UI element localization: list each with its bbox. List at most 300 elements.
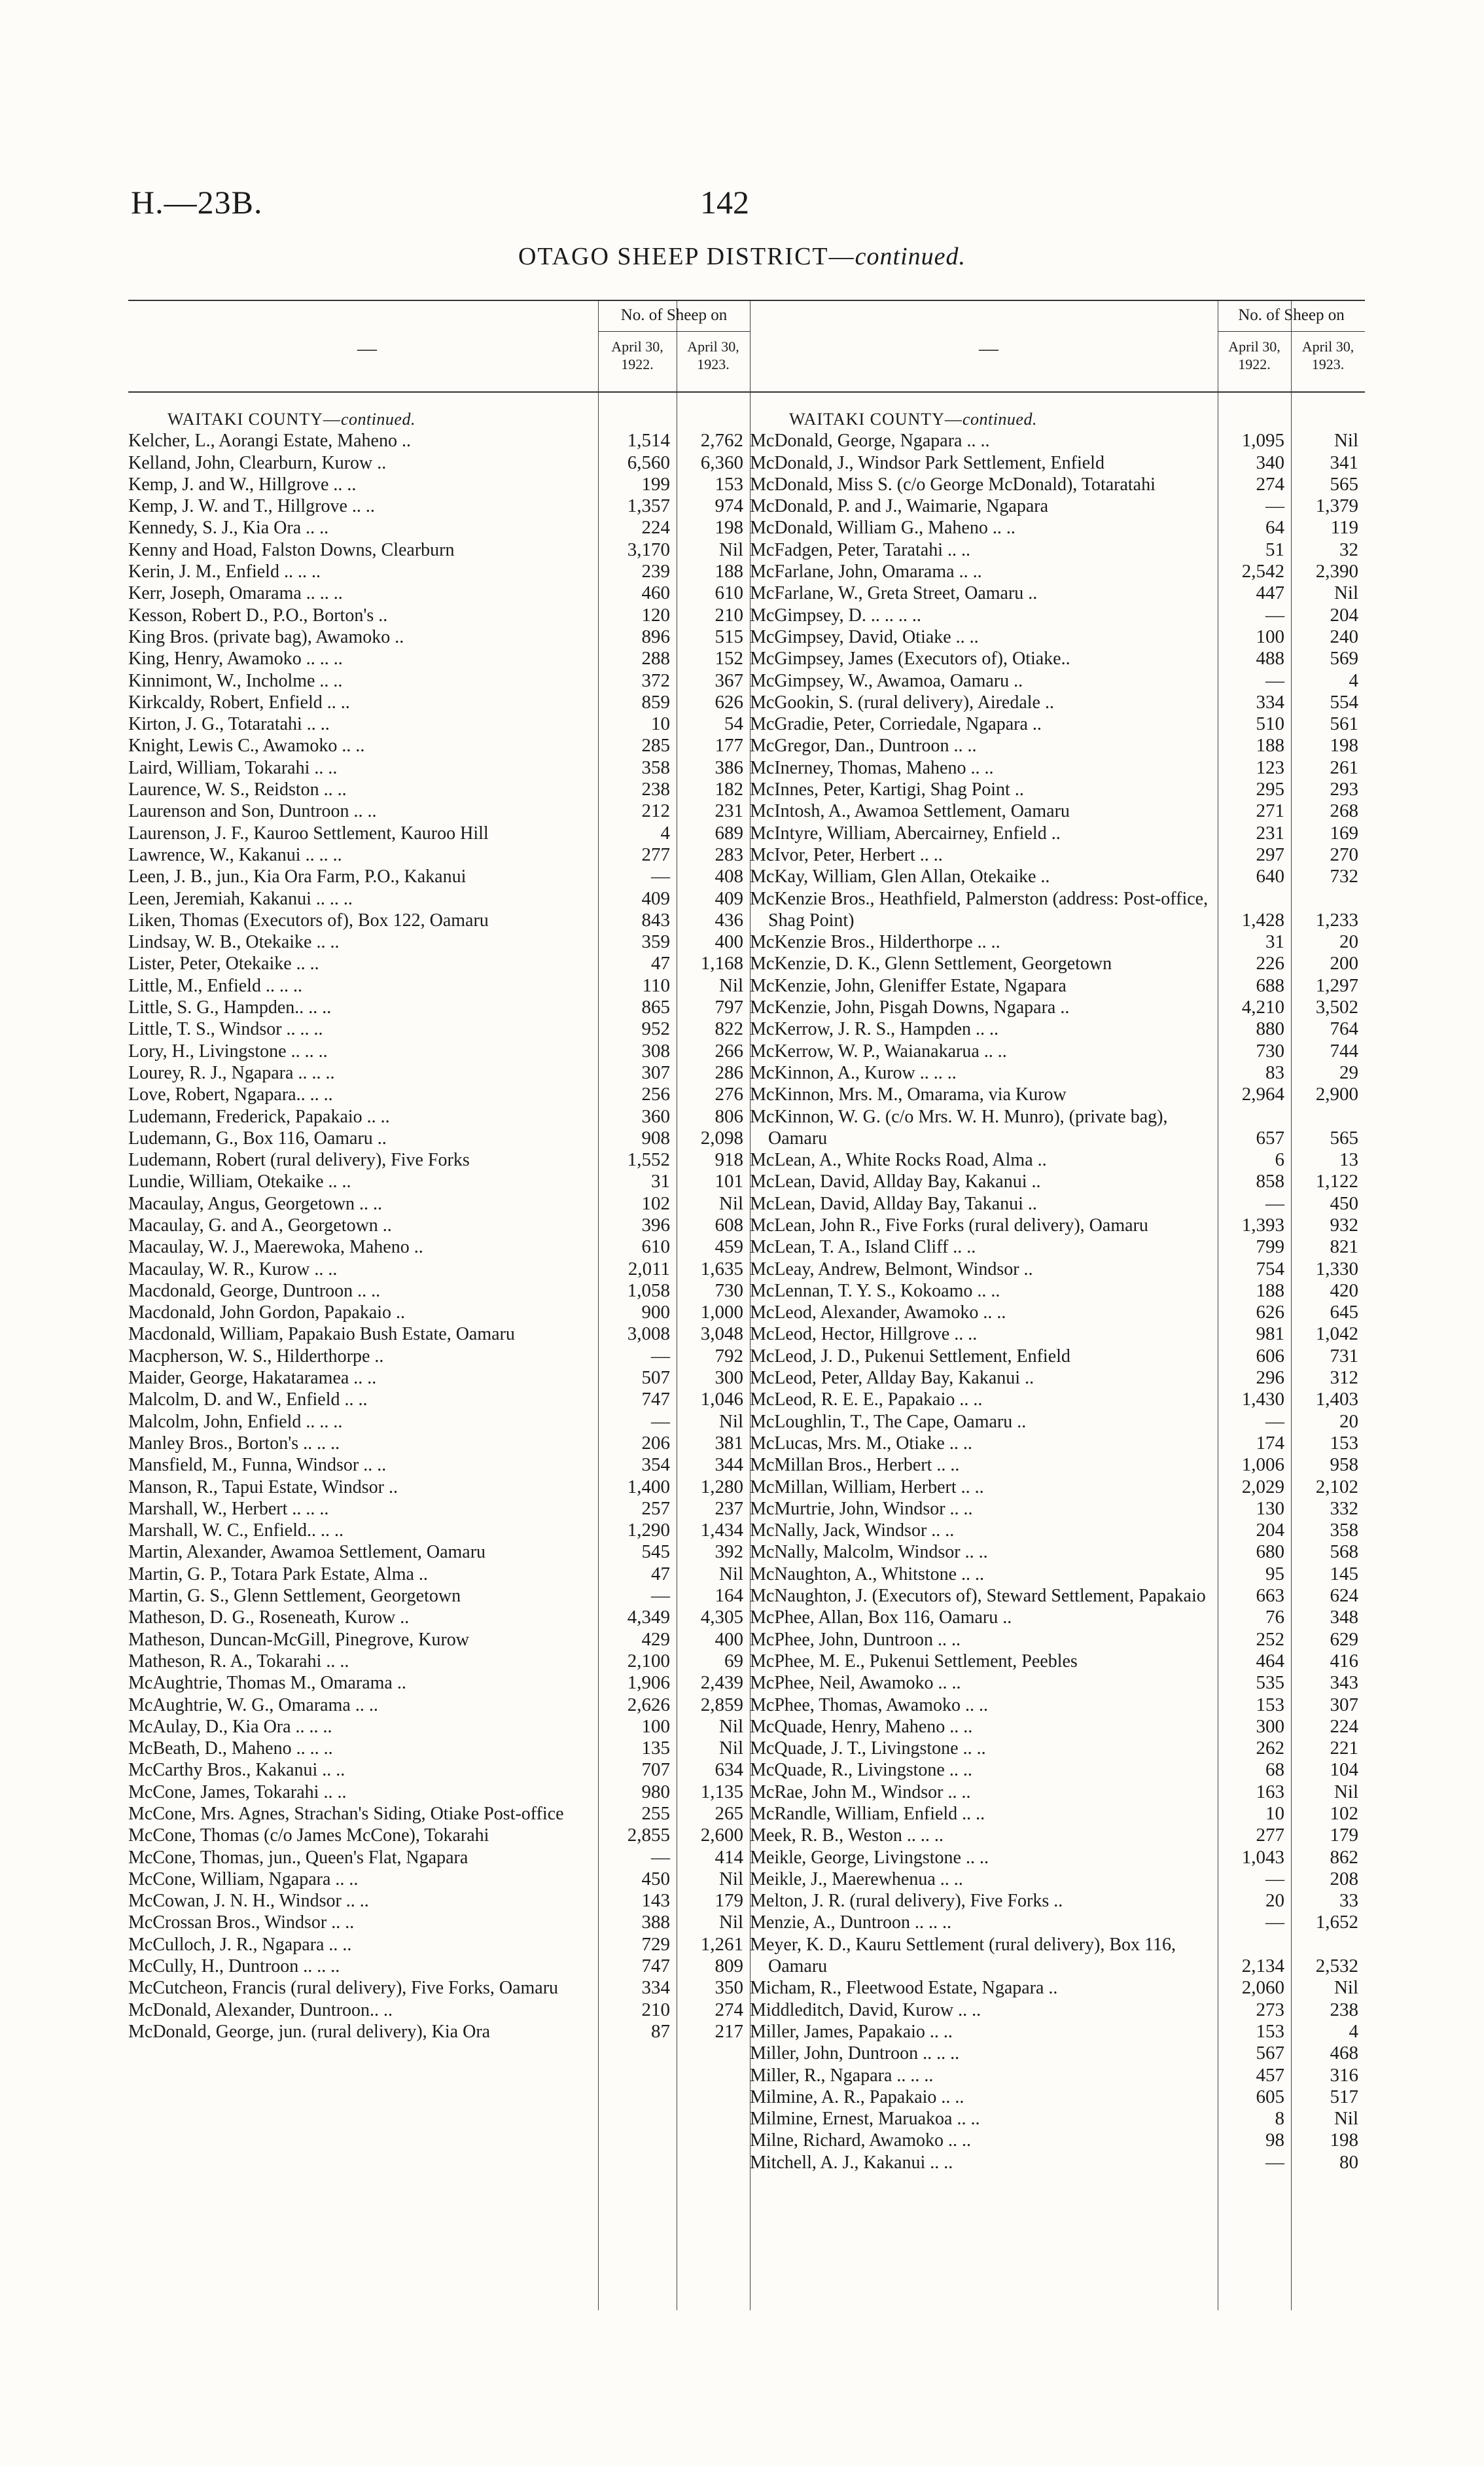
sheep-1922: 606 bbox=[1256, 1345, 1284, 1367]
sheep-1922: 224 bbox=[641, 517, 670, 539]
sheep-1922: — bbox=[1265, 1868, 1284, 1889]
sheep-1922: 610 bbox=[641, 1236, 670, 1258]
table-row bbox=[128, 1694, 750, 1716]
header-rule bbox=[1218, 331, 1365, 332]
sheep-1922: 8 bbox=[1275, 2108, 1284, 2130]
table-row bbox=[128, 670, 750, 692]
table-row bbox=[128, 844, 750, 866]
owner-name-address: McLeod, Alexander, Awamoko .. .. bbox=[750, 1302, 1006, 1323]
sheep-1923: 608 bbox=[715, 1214, 743, 1236]
owner-name-address: McLucas, Mrs. M., Otiake .. .. bbox=[750, 1433, 972, 1454]
table-row bbox=[750, 1803, 1365, 1825]
owner-name-address: Martin, Alexander, Awamoa Settlement, Oamaru bbox=[128, 1542, 486, 1563]
owner-name-address: McKenzie, D. K., Glenn Settlement, Georgetown bbox=[750, 954, 1112, 974]
table-row bbox=[750, 1062, 1365, 1084]
owner-name-address: McIntyre, William, Abercairney, Enfield .. bbox=[750, 823, 1061, 844]
table-row bbox=[750, 800, 1365, 822]
table-row bbox=[750, 1629, 1365, 1651]
sheep-1923: Nil bbox=[1334, 430, 1358, 452]
table-row bbox=[750, 997, 1365, 1018]
owner-name-address: Knight, Lewis C., Awamoko .. .. bbox=[128, 736, 365, 757]
table-row bbox=[750, 1651, 1365, 1672]
sheep-1922: 3,170 bbox=[627, 539, 670, 560]
sheep-1922: 295 bbox=[1256, 779, 1284, 800]
table-row bbox=[750, 1323, 1365, 1345]
table-row bbox=[750, 866, 1365, 887]
sheep-1923: 569 bbox=[1330, 648, 1358, 670]
sheep-1922: 908 bbox=[641, 1127, 670, 1149]
sheep-1923: 188 bbox=[715, 561, 743, 582]
sheep-1923: 145 bbox=[1330, 1563, 1358, 1584]
owner-name-address: McLean, T. A., Island Cliff .. .. bbox=[750, 1237, 976, 1258]
sheep-1923: Nil bbox=[1334, 1977, 1358, 1999]
sheep-1922: 204 bbox=[1256, 1520, 1284, 1541]
table-row bbox=[128, 1781, 750, 1803]
sheep-1922: 663 bbox=[1256, 1585, 1284, 1607]
sheep-1923: 20 bbox=[1339, 931, 1358, 953]
sheep-1923: 198 bbox=[715, 517, 743, 539]
page-number: 142 bbox=[700, 184, 749, 221]
table-row bbox=[128, 1890, 750, 1912]
table-row bbox=[750, 1999, 1365, 2021]
owner-name-address: Kirkcaldy, Robert, Enfield .. .. bbox=[128, 692, 350, 713]
table-row bbox=[750, 975, 1365, 997]
sheep-1922: 226 bbox=[1256, 953, 1284, 974]
owner-name-address: Lindsay, W. B., Otekaike .. .. bbox=[128, 932, 340, 953]
owner-name-address: McCarthy Bros., Kakanui .. .. bbox=[128, 1760, 345, 1781]
owner-name-address: McGookin, S. (rural delivery), Airedale .. bbox=[750, 692, 1054, 713]
sheep-1922: 95 bbox=[1265, 1563, 1284, 1584]
owner-name-address: Macaulay, W. R., Kurow .. .. bbox=[128, 1259, 338, 1279]
owner-name-address: McCone, Mrs. Agnes, Strachan's Siding, Otiake Post-office bbox=[128, 1804, 564, 1824]
owner-name-address: McQuade, R., Livingstone .. .. bbox=[750, 1760, 972, 1781]
table-row bbox=[128, 1323, 750, 1345]
sheep-1923: 1,233 bbox=[1315, 909, 1358, 931]
table-row bbox=[128, 1062, 750, 1084]
owner-name-address: Macaulay, Angus, Georgetown .. .. bbox=[128, 1193, 383, 1214]
sheep-1923: 517 bbox=[1330, 2086, 1358, 2107]
owner-name-address: McCone, Thomas (c/o James McCone), Tokarahi bbox=[128, 1825, 489, 1846]
sheep-1923: 198 bbox=[1330, 2130, 1358, 2151]
sheep-1923: 348 bbox=[1330, 1607, 1358, 1628]
table-row bbox=[128, 1825, 750, 1846]
owner-name-address: McKenzie, John, Gleniffer Estate, Ngapara bbox=[750, 975, 1067, 996]
sheep-1923: 54 bbox=[724, 713, 743, 735]
sheep-1922: 188 bbox=[1256, 735, 1284, 757]
table-row bbox=[128, 561, 750, 582]
table-row bbox=[128, 975, 750, 997]
table-row bbox=[128, 757, 750, 779]
sheep-1923: 2,098 bbox=[700, 1127, 743, 1149]
sheep-1922: 130 bbox=[1256, 1497, 1284, 1519]
owner-name-address: McFadgen, Peter, Taratahi .. .. bbox=[750, 539, 970, 560]
sheep-1922: 460 bbox=[641, 582, 670, 604]
owner-name-address: Martin, G. P., Totara Park Estate, Alma .. bbox=[128, 1564, 428, 1584]
title-main: OTAGO SHEEP DISTRICT— bbox=[518, 243, 855, 270]
sheep-1923: 689 bbox=[715, 822, 743, 844]
sheep-1922: 843 bbox=[641, 909, 670, 931]
owner-name-address: Mansfield, M., Funna, Windsor .. .. bbox=[128, 1455, 387, 1476]
owner-name-address: Manley Bros., Borton's .. .. .. bbox=[128, 1433, 340, 1454]
owner-name-address: McIntosh, A., Awamoa Settlement, Oamaru bbox=[750, 801, 1070, 822]
sheep-1923: 316 bbox=[1330, 2064, 1358, 2086]
sheep-1923: Nil bbox=[718, 1192, 743, 1214]
sheep-1923: 744 bbox=[1330, 1040, 1358, 1062]
owner-name-address: Kerin, J. M., Enfield .. .. .. bbox=[128, 562, 321, 582]
owner-name-address: McLeay, Andrew, Belmont, Windsor .. bbox=[750, 1259, 1033, 1279]
owner-name-address: McCully, H., Duntroon .. .. .. bbox=[128, 1956, 340, 1977]
table-row bbox=[750, 605, 1365, 626]
owner-name-address: Lister, Peter, Otekaike .. .. bbox=[128, 954, 319, 974]
sheep-1922: 730 bbox=[1256, 1040, 1284, 1062]
sheep-1922: 274 bbox=[1256, 473, 1284, 495]
sheep-1922: 123 bbox=[1256, 757, 1284, 778]
sheep-1922: 1,428 bbox=[1241, 909, 1284, 931]
table-row bbox=[128, 692, 750, 713]
table-row bbox=[750, 1280, 1365, 1302]
sheep-1923: 4 bbox=[1349, 670, 1358, 691]
sheep-1922: 143 bbox=[641, 1890, 670, 1912]
sheep-1922: 359 bbox=[641, 931, 670, 953]
owner-name-address: McGimpsey, James (Executors of), Otiake.. bbox=[750, 649, 1070, 670]
sheep-1922: 980 bbox=[641, 1781, 670, 1802]
table-row bbox=[128, 1346, 750, 1367]
owner-name-address: Kirton, J. G., Totaratahi .. .. bbox=[128, 714, 330, 735]
table-row bbox=[750, 452, 1365, 474]
owner-name-address: Little, S. G., Hampden.. .. .. bbox=[128, 997, 332, 1018]
sheep-1923: 400 bbox=[715, 1628, 743, 1650]
table-row bbox=[750, 1041, 1365, 1062]
header-1922: April 30, 1922. bbox=[611, 338, 663, 372]
table-row bbox=[128, 1411, 750, 1433]
table-row bbox=[750, 1171, 1365, 1192]
table-row bbox=[750, 757, 1365, 779]
sheep-1923: 102 bbox=[1330, 1803, 1358, 1824]
table-row bbox=[750, 823, 1365, 844]
owner-name-address: Meek, R. B., Weston .. .. .. bbox=[750, 1825, 944, 1846]
owner-name-address: Matheson, D. G., Roseneath, Kurow .. bbox=[128, 1607, 410, 1628]
sheep-1922: — bbox=[1265, 1912, 1284, 1933]
name-column-header: — bbox=[357, 338, 377, 359]
sheep-1922: 605 bbox=[1256, 2086, 1284, 2107]
table-row bbox=[128, 953, 750, 974]
sheep-1922: 334 bbox=[1256, 691, 1284, 713]
owner-name-address: McLoughlin, T., The Cape, Oamaru .. bbox=[750, 1411, 1027, 1432]
owner-name-address: Marshall, W. C., Enfield.. .. .. bbox=[128, 1520, 344, 1541]
table-row bbox=[750, 1672, 1365, 1694]
table-row bbox=[128, 1128, 750, 1149]
table-row bbox=[750, 1541, 1365, 1563]
owner-name-address: McKenzie, John, Pisgah Downs, Ngapara .. bbox=[750, 997, 1070, 1018]
table-row bbox=[750, 2152, 1365, 2173]
owner-name-address: McPhee, John, Duntroon .. .. bbox=[750, 1629, 961, 1650]
sheep-1922: 239 bbox=[641, 561, 670, 582]
owner-name-address: Leen, Jeremiah, Kakanui .. .. .. bbox=[128, 888, 353, 909]
table-row bbox=[128, 1585, 750, 1607]
sheep-1923: 307 bbox=[1330, 1694, 1358, 1715]
owner-name-address: Milne, Richard, Awamoko .. .. bbox=[750, 2130, 972, 2151]
table-row bbox=[750, 1781, 1365, 1803]
sheep-1922: 262 bbox=[1256, 1738, 1284, 1759]
owner-name-address: Kesson, Robert D., P.O., Borton's .. bbox=[128, 605, 388, 626]
owner-name-address: Ludemann, Robert (rural delivery), Five Forks bbox=[128, 1150, 470, 1171]
sheep-1923: 416 bbox=[1330, 1650, 1358, 1671]
sheep-1923: 420 bbox=[1330, 1279, 1358, 1301]
sheep-1923: 1,330 bbox=[1315, 1258, 1358, 1279]
sheep-1922: — bbox=[651, 1846, 670, 1868]
sheep-1923: 312 bbox=[1330, 1367, 1358, 1389]
table-header bbox=[128, 300, 750, 393]
sheep-1923: 629 bbox=[1330, 1628, 1358, 1650]
owner-name-address: Kenny and Hoad, Falston Downs, Clearburn bbox=[128, 539, 455, 560]
sheep-1923: 13 bbox=[1339, 1149, 1358, 1171]
sheep-1923: 32 bbox=[1339, 539, 1358, 560]
sheep-1923: 1,261 bbox=[700, 1933, 743, 1955]
sheep-1922: 47 bbox=[651, 1563, 670, 1584]
owner-name-address: McNally, Malcolm, Windsor .. .. bbox=[750, 1542, 988, 1563]
sheep-1922: — bbox=[1265, 2151, 1284, 2173]
sheep-1923: 104 bbox=[1330, 1759, 1358, 1781]
sheep-1923: 177 bbox=[715, 735, 743, 757]
sheep-1923: 300 bbox=[715, 1367, 743, 1389]
owner-name-address: McBeath, D., Maheno .. .. .. bbox=[128, 1738, 333, 1759]
sheep-1923: 164 bbox=[715, 1585, 743, 1607]
owner-name-address: Kemp, J. W. and T., Hillgrove .. .. bbox=[128, 496, 375, 517]
owner-name-address: Melton, J. R. (rural delivery), Five Forks .. bbox=[750, 1891, 1063, 1912]
owner-name-address: McCone, James, Tokarahi .. .. bbox=[128, 1781, 347, 1802]
owner-name-address: McRandle, William, Enfield .. .. bbox=[750, 1804, 985, 1824]
table-row bbox=[128, 1433, 750, 1454]
table-row bbox=[750, 1825, 1365, 1846]
sheep-1922: 285 bbox=[641, 735, 670, 757]
table-row bbox=[750, 626, 1365, 648]
sheep-1922: 188 bbox=[1256, 1279, 1284, 1301]
owner-name-address: King Bros. (private bag), Awamoko .. bbox=[128, 626, 404, 647]
sheep-1922: 2,100 bbox=[627, 1650, 670, 1671]
table-row bbox=[128, 1541, 750, 1563]
owner-name-address: McLennan, T. Y. S., Kokoamo .. .. bbox=[750, 1280, 1000, 1301]
sheep-1922: 900 bbox=[641, 1302, 670, 1323]
owner-name-address: McGregor, Dan., Duntroon .. .. bbox=[750, 736, 977, 757]
sheep-1923: 179 bbox=[715, 1890, 743, 1912]
sheep-1923: 152 bbox=[715, 648, 743, 670]
table-row bbox=[750, 953, 1365, 974]
sheep-1923: 1,135 bbox=[700, 1781, 743, 1802]
sheep-1922: 952 bbox=[641, 1018, 670, 1040]
sheep-1922: 252 bbox=[1256, 1628, 1284, 1650]
owner-name-address: Kinnimont, W., Incholme .. .. bbox=[128, 670, 343, 691]
sheep-1923: 408 bbox=[715, 866, 743, 887]
header-rule bbox=[598, 331, 750, 332]
sheep-1923: 20 bbox=[1339, 1410, 1358, 1432]
table-row bbox=[750, 1585, 1365, 1607]
table-row bbox=[128, 539, 750, 561]
table-row bbox=[750, 931, 1365, 953]
title-continued: continued. bbox=[855, 243, 966, 270]
sheep-1923: Nil bbox=[718, 1868, 743, 1889]
sheep-1923: 69 bbox=[724, 1650, 743, 1671]
sheep-1922: 2,855 bbox=[627, 1825, 670, 1846]
owner-name-address: Kelland, John, Clearburn, Kurow .. bbox=[128, 452, 387, 473]
table-row bbox=[750, 1236, 1365, 1258]
section-heading: WAITAKI COUNTY—continued. bbox=[168, 410, 415, 429]
table-row bbox=[128, 1171, 750, 1192]
owner-name-address: Liken, Thomas (Executors of), Box 122, Oamaru bbox=[128, 910, 489, 931]
sheep-1922: 409 bbox=[641, 887, 670, 909]
table-row bbox=[750, 2108, 1365, 2130]
owner-name-address: Kemp, J. and W., Hillgrove .. .. bbox=[128, 474, 357, 495]
table-row bbox=[750, 1389, 1365, 1410]
sheep-1923: 153 bbox=[715, 473, 743, 495]
sheep-1923: 565 bbox=[1330, 473, 1358, 495]
table-row bbox=[128, 866, 750, 887]
sheep-1923: 958 bbox=[1330, 1454, 1358, 1476]
sheep-1923: 1,046 bbox=[700, 1389, 743, 1410]
sheep-1922: 206 bbox=[641, 1432, 670, 1454]
table-row bbox=[128, 495, 750, 517]
sheep-1922: 447 bbox=[1256, 582, 1284, 604]
sheep-1923: Nil bbox=[1334, 1781, 1358, 1802]
table-row bbox=[128, 1868, 750, 1890]
table-row bbox=[750, 2130, 1365, 2151]
owner-name-address: McGimpsey, D. .. .. .. .. bbox=[750, 605, 921, 626]
owner-name-address: Laird, William, Tokarahi .. .. bbox=[128, 757, 338, 778]
sheep-1922: 31 bbox=[651, 1171, 670, 1192]
owner-name-address: Malcolm, John, Enfield .. .. .. bbox=[128, 1411, 343, 1432]
left-table bbox=[128, 300, 750, 2310]
owner-name-address: Little, T. S., Windsor .. .. .. bbox=[128, 1019, 323, 1040]
sheep-1922: 858 bbox=[1256, 1171, 1284, 1192]
table-row bbox=[750, 582, 1365, 604]
sheep-1923: 634 bbox=[715, 1759, 743, 1781]
table-row bbox=[128, 779, 750, 800]
table-row bbox=[128, 931, 750, 953]
table-row bbox=[128, 1716, 750, 1738]
sheep-1922: — bbox=[651, 1410, 670, 1432]
owner-name-address: Miller, R., Ngapara .. .. .. bbox=[750, 2065, 934, 2086]
sheep-1922: 6 bbox=[1275, 1149, 1284, 1171]
owner-name-address: McKinnon, A., Kurow .. .. .. bbox=[750, 1062, 957, 1083]
sheep-1923: 293 bbox=[1330, 779, 1358, 800]
sheep-1922: 1,006 bbox=[1241, 1454, 1284, 1476]
sheep-1922: 153 bbox=[1256, 2020, 1284, 2042]
table-row bbox=[128, 517, 750, 539]
sheep-1922: 98 bbox=[1265, 2130, 1284, 2151]
owner-name-address: Lory, H., Livingstone .. .. .. bbox=[128, 1041, 328, 1062]
sheep-1923: 809 bbox=[715, 1956, 743, 1977]
sheep-1922: 273 bbox=[1256, 1999, 1284, 2020]
owner-name-address: McGradie, Peter, Corriedale, Ngapara .. bbox=[750, 714, 1042, 735]
sheep-1923: 392 bbox=[715, 1541, 743, 1563]
sheep-1923: 409 bbox=[715, 887, 743, 909]
owner-name-address: McKay, William, Glen Allan, Otekaike .. bbox=[750, 867, 1050, 887]
owner-name-address: Matheson, R. A., Tokarahi .. .. bbox=[128, 1651, 349, 1671]
owner-name-address: Milmine, A. R., Papakaio .. .. bbox=[750, 2086, 964, 2107]
sheep-1923: 367 bbox=[715, 670, 743, 691]
table-row bbox=[128, 1912, 750, 1933]
table-row bbox=[128, 888, 750, 910]
table-row bbox=[128, 1018, 750, 1040]
sheep-1922: 163 bbox=[1256, 1781, 1284, 1802]
sheep-1923: 2,900 bbox=[1315, 1084, 1358, 1105]
sheep-1923: Nil bbox=[718, 1410, 743, 1432]
sheep-1922: 257 bbox=[641, 1497, 670, 1519]
owner-name-address: McLean, John R., Five Forks (rural delivery), Oamaru bbox=[750, 1215, 1148, 1236]
table-row bbox=[128, 1302, 750, 1323]
owner-name-address: Macpherson, W. S., Hilderthorpe .. bbox=[128, 1346, 384, 1367]
sheep-1922: 640 bbox=[1256, 866, 1284, 887]
sheep-1923: Nil bbox=[718, 1715, 743, 1737]
sheep-1923: 210 bbox=[715, 604, 743, 626]
table-row bbox=[750, 1868, 1365, 1890]
sheep-1923: 29 bbox=[1339, 1062, 1358, 1083]
sheep-1922: 20 bbox=[1265, 1890, 1284, 1912]
sheep-1923: 2,102 bbox=[1315, 1476, 1358, 1497]
sheep-1922: — bbox=[1265, 604, 1284, 626]
owner-name-address: Meikle, J., Maerewhenua .. .. bbox=[750, 1868, 963, 1889]
sheep-1923: 268 bbox=[1330, 800, 1358, 822]
owner-name-address: Lawrence, W., Kakanui .. .. .. bbox=[128, 844, 342, 865]
sheep-1922: 64 bbox=[1265, 517, 1284, 539]
sheep-1922: 238 bbox=[641, 779, 670, 800]
sheep-1922: 896 bbox=[641, 626, 670, 647]
sheep-1922: 729 bbox=[641, 1933, 670, 1955]
header-1923: April 30, 1923. bbox=[687, 338, 739, 372]
sheep-1923: 276 bbox=[715, 1084, 743, 1105]
table-row bbox=[128, 1498, 750, 1520]
right-table bbox=[750, 300, 1365, 2310]
table-row bbox=[128, 1977, 750, 1999]
sheep-1922: 2,626 bbox=[627, 1694, 670, 1715]
owner-name-address: McCulloch, J. R., Ngapara .. .. bbox=[128, 1934, 352, 1955]
sheep-1923: 6,360 bbox=[700, 452, 743, 473]
owner-name-address: McMillan Bros., Herbert .. .. bbox=[750, 1455, 960, 1476]
sheep-1922: 51 bbox=[1265, 539, 1284, 560]
sheep-1923: 270 bbox=[1330, 844, 1358, 865]
sheep-1923: 343 bbox=[1330, 1672, 1358, 1694]
table-row bbox=[750, 1890, 1365, 1912]
sheep-1922: 68 bbox=[1265, 1759, 1284, 1781]
table-row bbox=[128, 1084, 750, 1105]
owner-name-address: McPhee, M. E., Pukenui Settlement, Peebles bbox=[750, 1651, 1078, 1671]
sheep-1922: 372 bbox=[641, 670, 670, 691]
table-row bbox=[128, 1607, 750, 1628]
sheep-1923: 450 bbox=[1330, 1192, 1358, 1214]
sheep-1922: 271 bbox=[1256, 800, 1284, 822]
table-row bbox=[750, 1759, 1365, 1781]
sheep-1923: Nil bbox=[718, 1912, 743, 1933]
owner-name-address: Laurence, W. S., Reidston .. .. bbox=[128, 779, 347, 800]
table-row bbox=[750, 1106, 1365, 1150]
sheep-1923: 515 bbox=[715, 626, 743, 647]
owner-name-address: Macdonald, John Gordon, Papakaio .. bbox=[128, 1302, 406, 1323]
sheep-1922: 450 bbox=[641, 1868, 670, 1889]
table-row bbox=[128, 605, 750, 626]
sheep-1922: 4,210 bbox=[1241, 997, 1284, 1018]
sheep-1923: 169 bbox=[1330, 822, 1358, 844]
section-heading: WAITAKI COUNTY—continued. bbox=[789, 410, 1037, 429]
sheep-1923: 101 bbox=[715, 1171, 743, 1192]
sheep-1923: Nil bbox=[1334, 2108, 1358, 2130]
table-row bbox=[128, 1651, 750, 1672]
owner-name-address: McQuade, J. T., Livingstone .. .. bbox=[750, 1738, 986, 1759]
sheep-1922: 297 bbox=[1256, 844, 1284, 865]
table-row bbox=[750, 1259, 1365, 1280]
sheep-1923: 33 bbox=[1339, 1890, 1358, 1912]
sheep-1922: 507 bbox=[641, 1367, 670, 1389]
owner-name-address: Martin, G. S., Glenn Settlement, Georgetown bbox=[128, 1586, 461, 1607]
owner-name-address: Milmine, Ernest, Maruakoa .. .. bbox=[750, 2109, 980, 2130]
